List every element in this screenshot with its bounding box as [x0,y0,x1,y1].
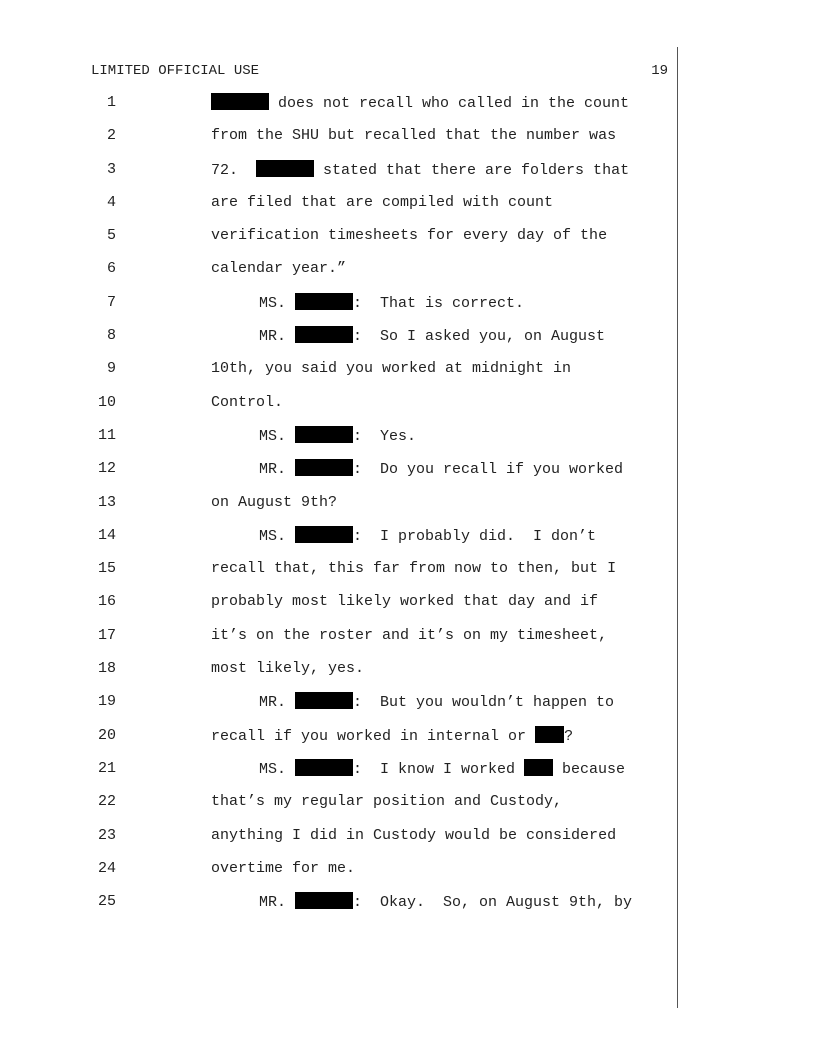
line-text-segment: MR. [259,694,296,712]
line-text [211,93,629,114]
transcript-line [0,826,816,859]
line-text [211,559,616,579]
line-text [211,259,346,279]
line-text-segment: MS. [259,427,296,445]
line-text-segment: 10th, you said you worked at midnight in [211,360,572,378]
line-number: 15 [97,560,116,578]
line-text [211,726,573,747]
line-number: 24 [97,859,116,877]
redaction-box [295,459,353,476]
line-text-segment: 72. [211,161,257,179]
line-text-segment: from the SHU but recalled that the number was [211,127,617,145]
line-text-segment: MS. [259,527,296,545]
transcript-body [0,93,816,925]
line-number: 22 [97,793,116,811]
line-text [211,659,364,679]
line-text-segment: stated that there are folders that [314,161,630,179]
redaction-box [524,759,553,776]
line-text [259,426,416,447]
line-text-segment: : I probably did. I don’t [353,527,597,545]
transcript-line [0,226,816,259]
transcript-line [0,326,816,359]
transcript-line [0,592,816,625]
line-number: 12 [97,460,116,478]
redaction-box [295,426,353,443]
header-classification: LIMITED OFFICIAL USE [91,63,260,79]
line-text [259,459,623,480]
line-text [259,326,605,347]
line-text-segment: MR. [259,461,296,479]
redaction-box [295,293,353,310]
redaction-box [295,759,353,776]
redaction-box [211,93,269,110]
line-number: 16 [97,593,116,611]
line-text-segment: are filed that are compiled with count [211,193,554,211]
line-text-segment: calendar year.” [211,260,347,278]
line-text [259,692,614,713]
redaction-box [295,526,353,543]
line-text [211,792,562,812]
line-text [211,859,355,879]
line-text-segment: MR. [259,894,296,912]
line-text-segment: : Do you recall if you worked [353,461,624,479]
transcript-line [0,659,816,692]
line-number: 9 [106,360,116,378]
line-text-segment: most likely, yes. [211,660,365,678]
line-number: 20 [97,726,116,744]
line-number: 11 [97,426,116,444]
page-number: 19 [651,63,668,79]
line-text [211,592,598,612]
line-text-segment: MS. [259,760,296,778]
line-text-segment: verification timesheets for every day of the [211,227,608,245]
line-number: 3 [106,160,116,178]
transcript-line [0,459,816,492]
transcript-line [0,692,816,725]
transcript-line [0,759,816,792]
line-number: 2 [106,127,116,145]
line-text [211,226,607,246]
line-text-segment: : That is correct. [353,294,525,312]
transcript-line [0,359,816,392]
line-text-segment: recall that, this far from now to then, but I [211,560,617,578]
line-text-segment: that’s my regular position and Custody, [211,793,563,811]
line-text [259,759,625,780]
line-text [211,193,553,213]
line-text-segment: ? [564,727,574,745]
transcript-line [0,259,816,292]
line-number: 13 [97,493,116,511]
line-text [211,359,571,379]
line-number: 4 [106,193,116,211]
line-text-segment: : I know I worked [353,760,525,778]
transcript-line [0,626,816,659]
transcript-line [0,859,816,892]
redaction-box [295,892,353,909]
transcript-line [0,293,816,326]
line-text [259,526,596,547]
line-text-segment: overtime for me. [211,859,356,877]
transcript-line [0,126,816,159]
line-text-segment: on August 9th? [211,493,338,511]
line-text [211,126,616,146]
line-text-segment: : So I asked you, on August [353,328,606,346]
redaction-box [535,726,564,743]
line-number: 1 [106,94,116,111]
line-number: 10 [97,393,116,411]
line-text [259,892,632,913]
line-number: 25 [97,893,116,911]
line-number: 8 [106,327,116,345]
line-number: 17 [97,626,116,644]
transcript-line [0,160,816,193]
line-text-segment: MR. [259,328,296,346]
redaction-box [295,326,353,343]
line-number: 5 [106,227,116,245]
line-text [259,293,524,314]
line-text-segment: probably most likely worked that day and if [211,593,599,611]
line-text-segment: Control. [211,393,284,411]
line-number: 21 [97,759,116,777]
line-text-segment: does not recall who called in the count [269,95,630,112]
transcript-line [0,493,816,526]
page-header [91,62,668,80]
line-text [211,493,337,513]
line-text-segment: : But you wouldn’t happen to [353,694,615,712]
line-text-segment: it’s on the roster and it’s on my timesheet, [211,626,608,644]
line-text-segment: : Yes. [353,427,417,445]
transcript-line [0,93,816,126]
transcript-line [0,892,816,925]
transcript-line [0,193,816,226]
redaction-box [256,160,314,177]
line-text-segment: recall if you worked in internal or [211,727,536,745]
line-text [211,826,616,846]
transcript-line [0,559,816,592]
line-number: 6 [106,260,116,278]
line-number: 23 [97,826,116,844]
line-text [211,160,629,181]
line-number: 19 [97,693,116,711]
transcript-line [0,426,816,459]
line-number: 14 [97,526,116,544]
line-number: 7 [106,293,116,311]
line-text-segment: because [553,760,626,778]
redaction-box [295,692,353,709]
transcript-line [0,792,816,825]
transcript-line [0,393,816,426]
line-number: 18 [97,660,116,678]
line-text [211,393,283,413]
line-text [211,626,607,646]
line-text-segment: MS. [259,294,296,312]
line-text-segment: : Okay. So, on August 9th, by [353,894,633,912]
line-text-segment: anything I did in Custody would be considered [211,826,617,844]
transcript-line [0,526,816,559]
transcript-line [0,726,816,759]
